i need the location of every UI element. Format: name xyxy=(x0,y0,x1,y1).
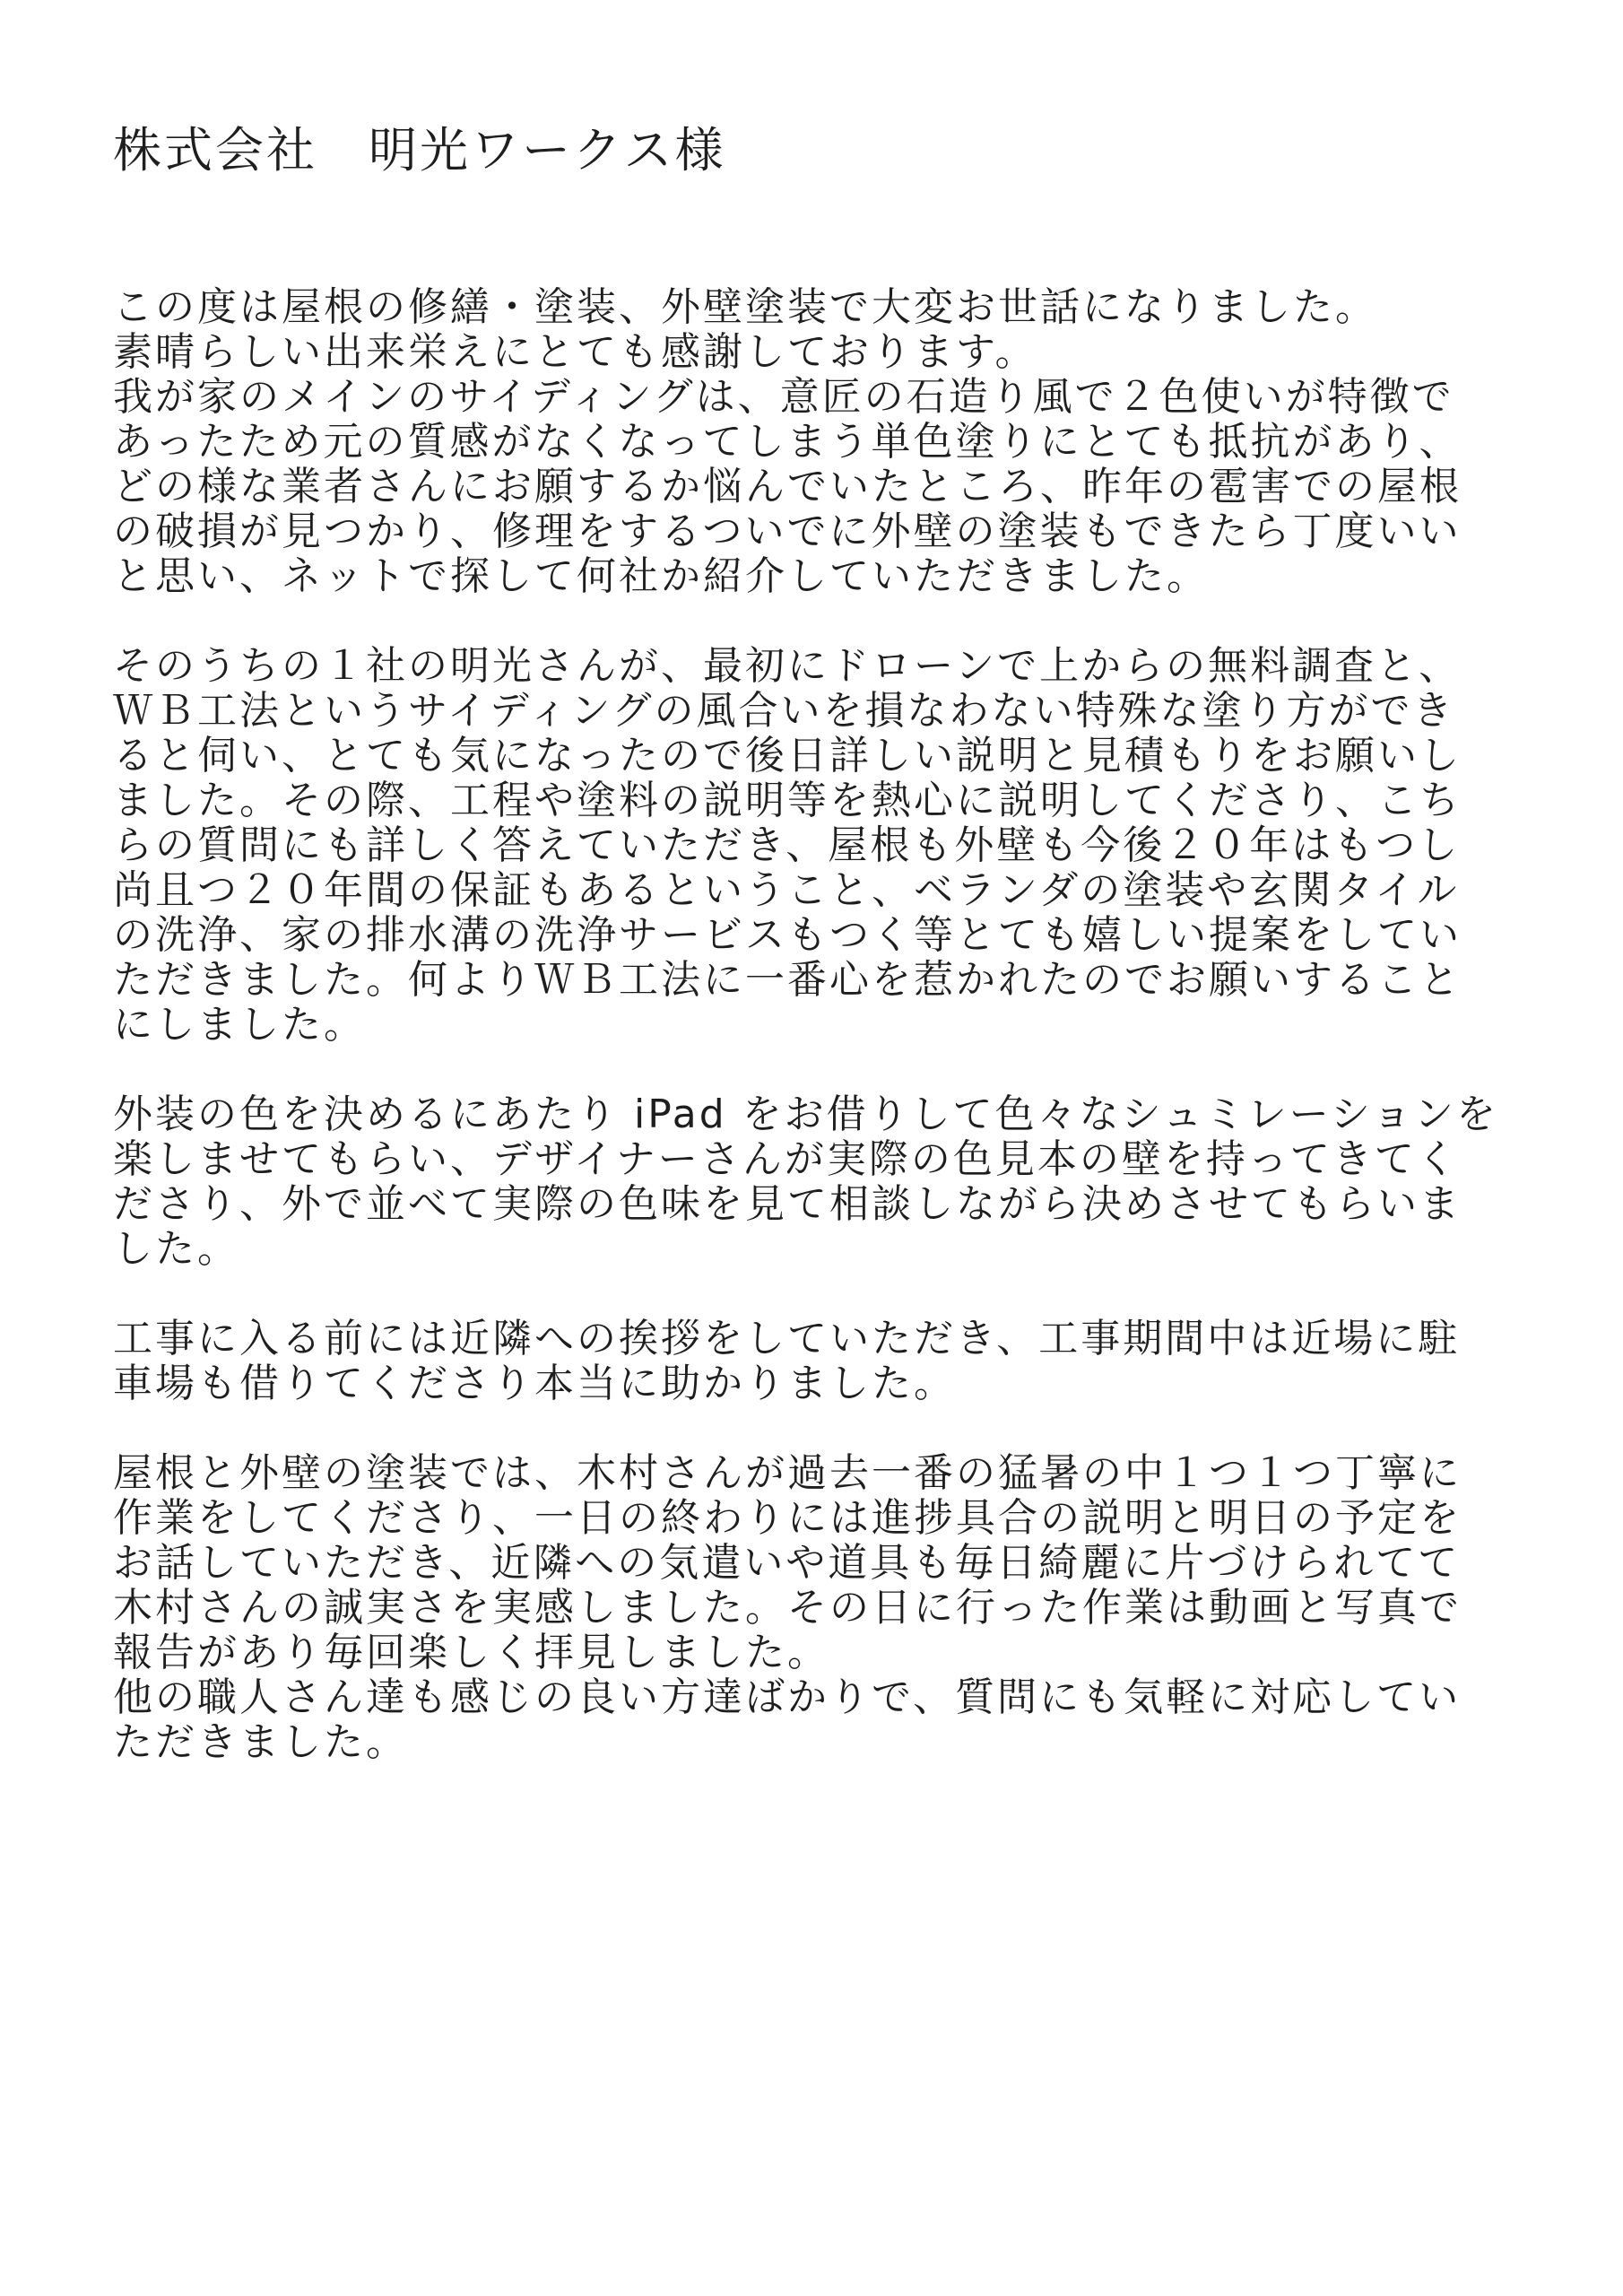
text-line: 素晴らしい出来栄えにとても感謝しております。 xyxy=(113,329,1037,375)
text-line: 報告があり毎回楽しく拝見しました。 xyxy=(113,1630,829,1675)
text-line: 屋根と外壁の塗装では、木村さんが過去一番の猛暑の中１つ１つ丁寧に xyxy=(113,1450,1462,1496)
paragraph-1 xyxy=(113,285,1548,599)
text-line: 車場も借りてくださり本当に助かりました。 xyxy=(113,1361,956,1406)
paragraph-3 xyxy=(113,1092,1548,1272)
text-line: ただきました。 xyxy=(113,1719,408,1765)
text-line: ただきました。何よりＷＢ工法に一番心を惹かれたのでお願いすること xyxy=(113,957,1462,1003)
text-line: ると伺い、とても気になったので後日詳しい説明と見積もりをお願いし xyxy=(113,733,1462,778)
text-line: 我が家のメインのサイディングは、意匠の石造り風で２色使いが特徴で xyxy=(113,374,1454,420)
paragraph-5 xyxy=(113,1451,1548,1765)
paragraph-4 xyxy=(113,1317,1548,1406)
text-line: の破損が見つかり、修理をするついでに外壁の塗装もできたら丁度いい xyxy=(113,509,1462,554)
text-line: 木村さんの誠実さを実感しました。その日に行った作業は動画と写真で xyxy=(113,1585,1462,1631)
text-line: あったため元の質感がなくなってしまう単色塗りにとても抵抗があり、 xyxy=(113,419,1462,465)
text-line: ました。その際、工程や塗料の説明等を熱心に説明してくださり、こち xyxy=(113,778,1462,823)
text-line: にしました。 xyxy=(113,1002,366,1048)
text-line: どの様な業者さんにお願するか悩んでいたところ、昨年の雹害での屋根 xyxy=(113,464,1462,509)
text-line: 工事に入る前には近隣への挨拶をしていただき、工事期間中は近場に駐 xyxy=(113,1316,1461,1361)
salutation: 株式会社 明光ワークス様 xyxy=(113,122,726,178)
text-line: 作業をしてくださり、一日の終わりには進捗具合の説明と明日の予定を xyxy=(113,1495,1462,1541)
text-line: 尚且つ２０年間の保証もあるということ、ベランダの塗装や玄関タイル xyxy=(113,867,1460,913)
text-line: 楽しませてもらい、デザイナーさんが実際の色見本の壁を持ってきてく xyxy=(113,1136,1459,1182)
text-line: ＷＢ工法というサイディングの風合いを損なわない特殊な塗り方ができ xyxy=(113,688,1455,734)
text-line: 他の職人さん達も感じの良い方達ばかりで、質問にも気軽に対応してい xyxy=(113,1674,1462,1720)
text-line: 外装の色を決めるにあたり iPad をお借りして色々なシュミレーションを xyxy=(113,1091,1499,1137)
text-line: そのうちの１社の明光さんが、最初にドローンで上からの無料調査と、 xyxy=(113,643,1462,689)
text-line: ださり、外で並べて実際の色味を見て相談しながら決めさせてもらいま xyxy=(113,1181,1462,1227)
letter-body xyxy=(113,285,1548,1810)
text-line: の洗浄、家の排水溝の洗浄サービスもつく等とても嬉しい提案をしてい xyxy=(113,912,1462,958)
text-line: らの質問にも詳しく答えていただき、屋根も外壁も今後２０年はもつし xyxy=(113,822,1461,868)
text-line: お話していただき、近隣への気遣いや道具も毎日綺麗に片づけられてて xyxy=(113,1540,1461,1586)
text-line: と思い、ネットで探して何社か紹介していただきました。 xyxy=(113,553,1209,599)
paragraph-2 xyxy=(113,644,1548,1048)
text-line: した。 xyxy=(113,1226,239,1272)
text-line: この度は屋根の修繕・塗装、外壁塗装で大変お世話になりました。 xyxy=(113,284,1377,330)
